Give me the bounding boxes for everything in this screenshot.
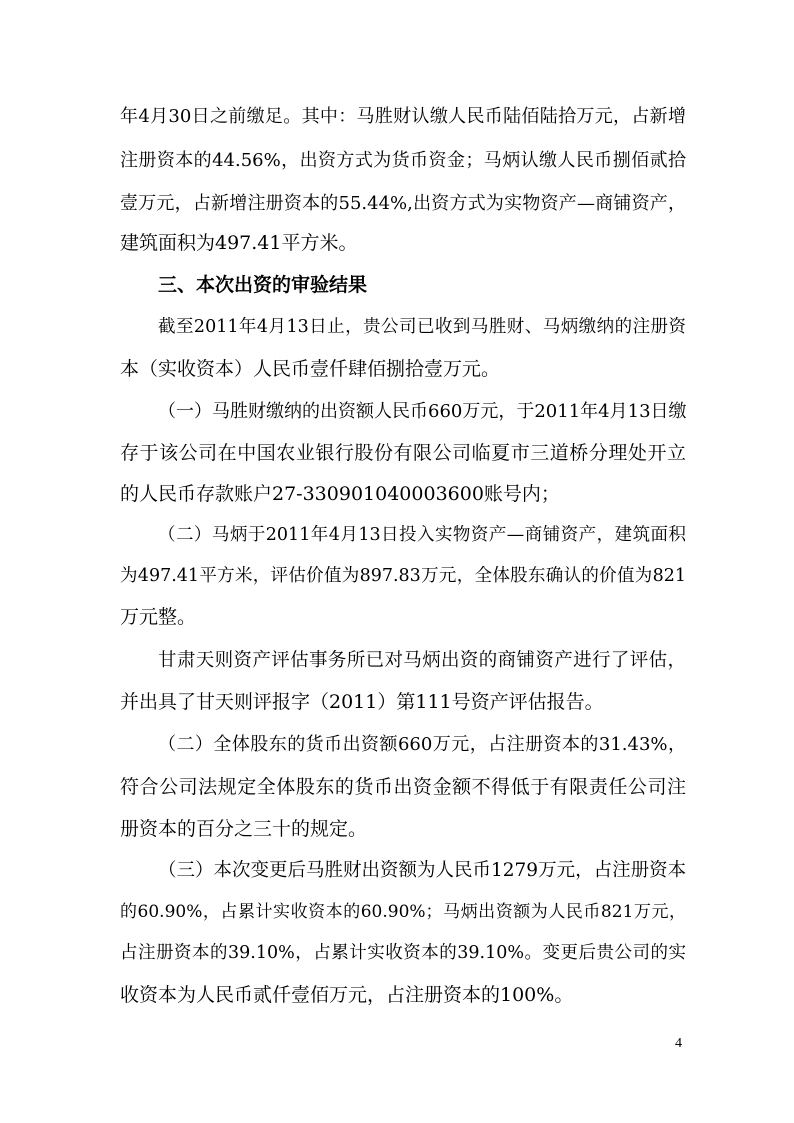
- paragraph-item-2-property-line-2: 为497.41平方米，评估价值为897.83万元，全体股东确认的价值为821: [120, 566, 686, 586]
- paragraph-contribution-deadline-line-2: 注册资本的44.56%，出资方式为货币资金；马炳认缴人民币捌佰贰拾: [120, 150, 686, 171]
- paragraph-item-2-cash-ratio-line-3: 册资本的百分之三十的规定。: [120, 818, 368, 840]
- paragraph-item-3-after-change-line-2: 的60.90%，占累计实收资本的60.90%；马炳出资额为人民币821万元，: [120, 902, 686, 922]
- paragraph-received-summary-line-1: 截至2011年4月13日止，贵公司已收到马胜财、马炳缴纳的注册资: [158, 317, 686, 337]
- paragraph-item-1-cash-line-3: 的人民币存款账户27-330901040003600账号内；: [120, 483, 560, 505]
- paragraph-contribution-deadline-line-4: 建筑面积为497.41平方米。: [120, 232, 358, 254]
- section-heading-audit-result: 三、本次出资的审验结果: [158, 274, 368, 296]
- paragraph-item-2-cash-ratio-line-1: （二）全体股东的货币出资额660万元，占注册资本的31.43%，: [158, 734, 686, 755]
- paragraph-item-3-after-change-line-4: 收资本为人民币贰仟壹佰万元，占注册资本的100%。: [120, 984, 574, 1006]
- paragraph-contribution-deadline-line-1: 年4月30日之前缴足。其中：马胜财认缴人民币陆佰陆拾万元，占新增: [120, 106, 686, 127]
- paragraph-item-2-property-line-3: 万元整。: [120, 606, 197, 628]
- paragraph-appraisal-report-line-2: 并出具了甘天则评报字（2011）第111号资产评估报告。: [120, 691, 604, 713]
- page-number: 4: [675, 1036, 682, 1051]
- paragraph-item-3-after-change-line-3: 占注册资本的39.10%，占累计实收资本的39.10%。变更后贵公司的实: [120, 943, 686, 963]
- paragraph-received-summary-line-2: 本（实收资本）人民币壹仟肆佰捌拾壹万元。: [120, 358, 501, 380]
- paragraph-item-1-cash-line-1: （一）马胜财缴纳的出资额人民币660万元，于2011年4月13日缴: [158, 401, 687, 422]
- paragraph-item-3-after-change-line-1: （三）本次变更后马胜财出资额为人民币1279万元，占注册资本: [158, 860, 687, 881]
- paragraph-contribution-deadline-line-3: 壹万元，占新增注册资本的55.44%,出资方式为实物资产—商铺资产，: [120, 193, 686, 214]
- paragraph-appraisal-report-line-1: 甘肃天则资产评估事务所已对马炳出资的商铺资产进行了评估，: [158, 650, 686, 671]
- paragraph-item-2-cash-ratio-line-2: 符合公司法规定全体股东的货币出资金额不得低于有限责任公司注: [120, 776, 686, 798]
- paragraph-item-1-cash-line-2: 存于该公司在中国农业银行股份有限公司临夏市三道桥分理处开立: [120, 442, 686, 464]
- paragraph-item-2-property-line-1: （二）马炳于2011年4月13日投入实物资产—商铺资产，建筑面积: [158, 525, 686, 545]
